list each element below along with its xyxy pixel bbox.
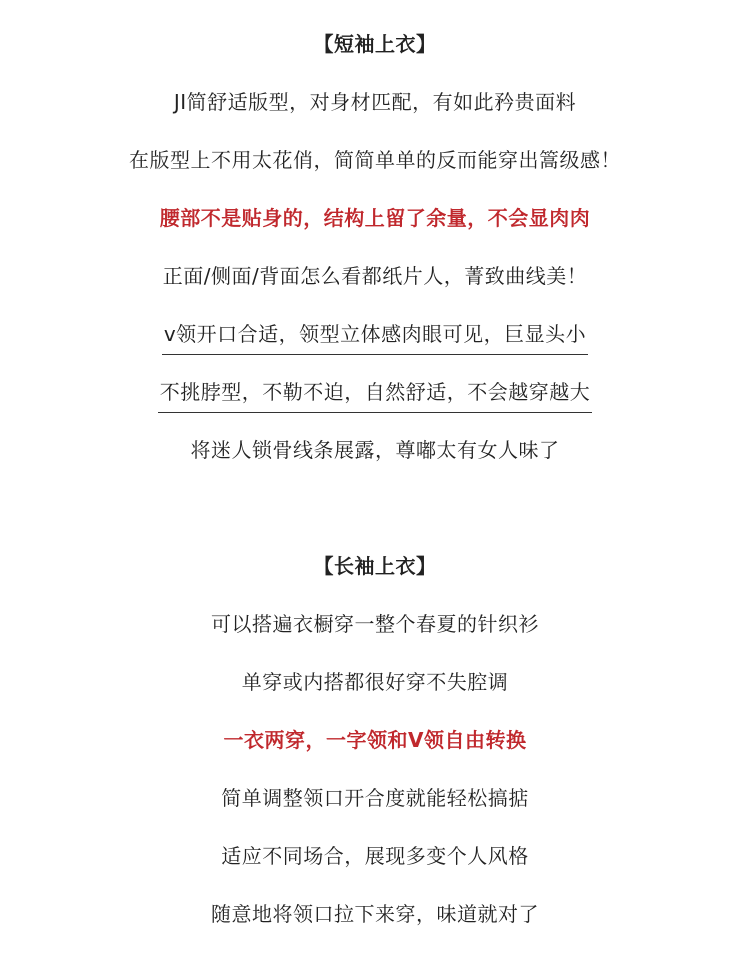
short-sleeve-heading: 【短袖上衣】 [313,32,437,56]
short-sleeve-line-5: v领开口合适，领型立体感肉眼可见，巨显头小 [162,320,588,355]
short-sleeve-underlined-line-1 [0,320,750,355]
short-sleeve-underlined-line-2 [0,378,750,413]
short-sleeve-line-6: 不挑脖型，不勒不迫，自然舒适，不会越穿越大 [158,378,593,413]
long-sleeve-line-2: 单穿或内搭都很好穿不失腔调 [241,670,509,694]
short-sleeve-line-2: 在版型上不用太花俏，简简单单的反而能穿出篙级感！ [129,148,621,172]
short-sleeve-line-7: 将迷人锁骨线条展露，尊嘟太有女人味了 [190,438,560,462]
long-sleeve-line-4: 简单调整领口开合度就能轻松搞掂 [221,786,529,810]
long-sleeve-line-5: 适应不同场合，展现多变个人风格 [221,844,529,868]
long-sleeve-heading: 【长袖上衣】 [313,554,437,578]
short-sleeve-highlight-line: 腰部不是贴身的，结构上留了余量，不会显肉肉 [159,206,591,230]
short-sleeve-line-1: JI简舒适版型，对身材匹配，有如此矜贵面料 [173,90,577,114]
short-sleeve-line-4: 正面/侧面/背面怎么看都纸片人，菁致曲线美！ [162,264,588,288]
long-sleeve-line-1: 可以搭遍衣橱穿一整个春夏的针织衫 [211,612,539,636]
long-sleeve-line-6: 随意地将领口拉下来穿，味道就对了 [211,902,539,926]
long-sleeve-highlight-line: 一衣两穿，一字领和V领自由转换 [223,728,527,752]
